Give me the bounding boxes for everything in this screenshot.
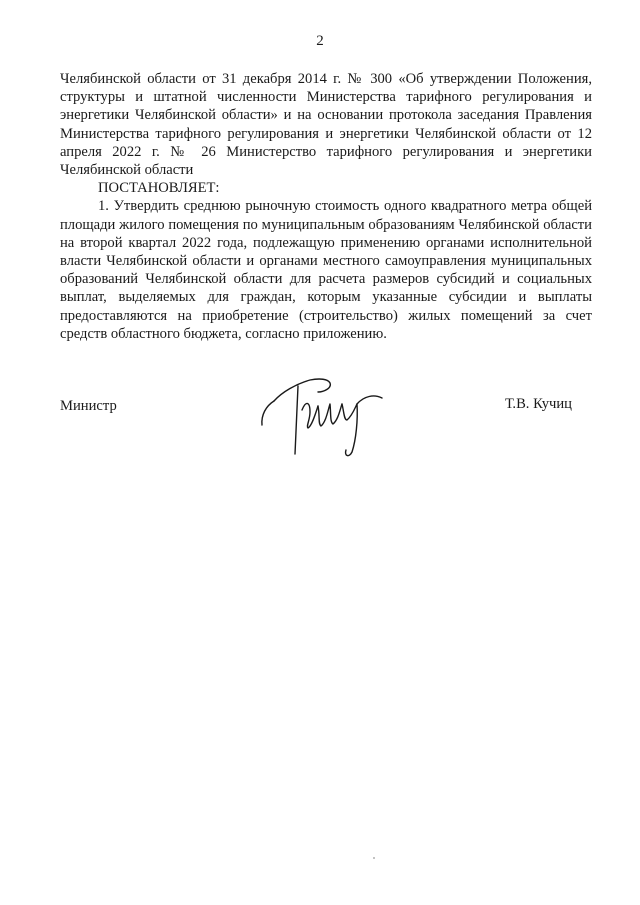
scan-speck bbox=[373, 857, 375, 859]
resolution-item-1: 1. Утвердить среднюю рыночную стоимость одного квадратного метра общей площади жилого помещения по муниципальным образованиям Челябинской области на второй квартал 2022 года, подлежащую применению органами исполнительной власти Челябинской области и органами местного самоуправления муниципальных образований Челябинской области для расчета размеров субсидий и социальных выплат, выделяемых для граждан, которым указанные субсидии и выплаты предоставляются на приобретение (строительство) жилых помещений за счет средств областного бюджета, согласно приложению. bbox=[60, 198, 592, 342]
page-number: 2 bbox=[316, 33, 324, 49]
handwritten-signature-icon bbox=[258, 370, 398, 465]
signature-block bbox=[60, 370, 572, 470]
decree-heading: ПОСТАНОВЛЯЕТ: bbox=[98, 180, 220, 197]
preamble-paragraph: Челябинской области от 31 декабря 2014 г. № 300 «Об утверждении Положения, структуры и штатной численности Министерства тарифного регулирования и энергетики Челябинской области» и на основании протокола заседания Правления Министерства тарифного регулирования и энергетики Челябинской области от 12 апреля 2022 г. № 26 Министерство тарифного регулирования и энергетики Челябинской области bbox=[60, 71, 592, 179]
signatory-name: Т.В. Кучиц bbox=[504, 396, 572, 412]
signatory-position: Министр bbox=[60, 398, 117, 414]
document-body bbox=[60, 70, 592, 343]
